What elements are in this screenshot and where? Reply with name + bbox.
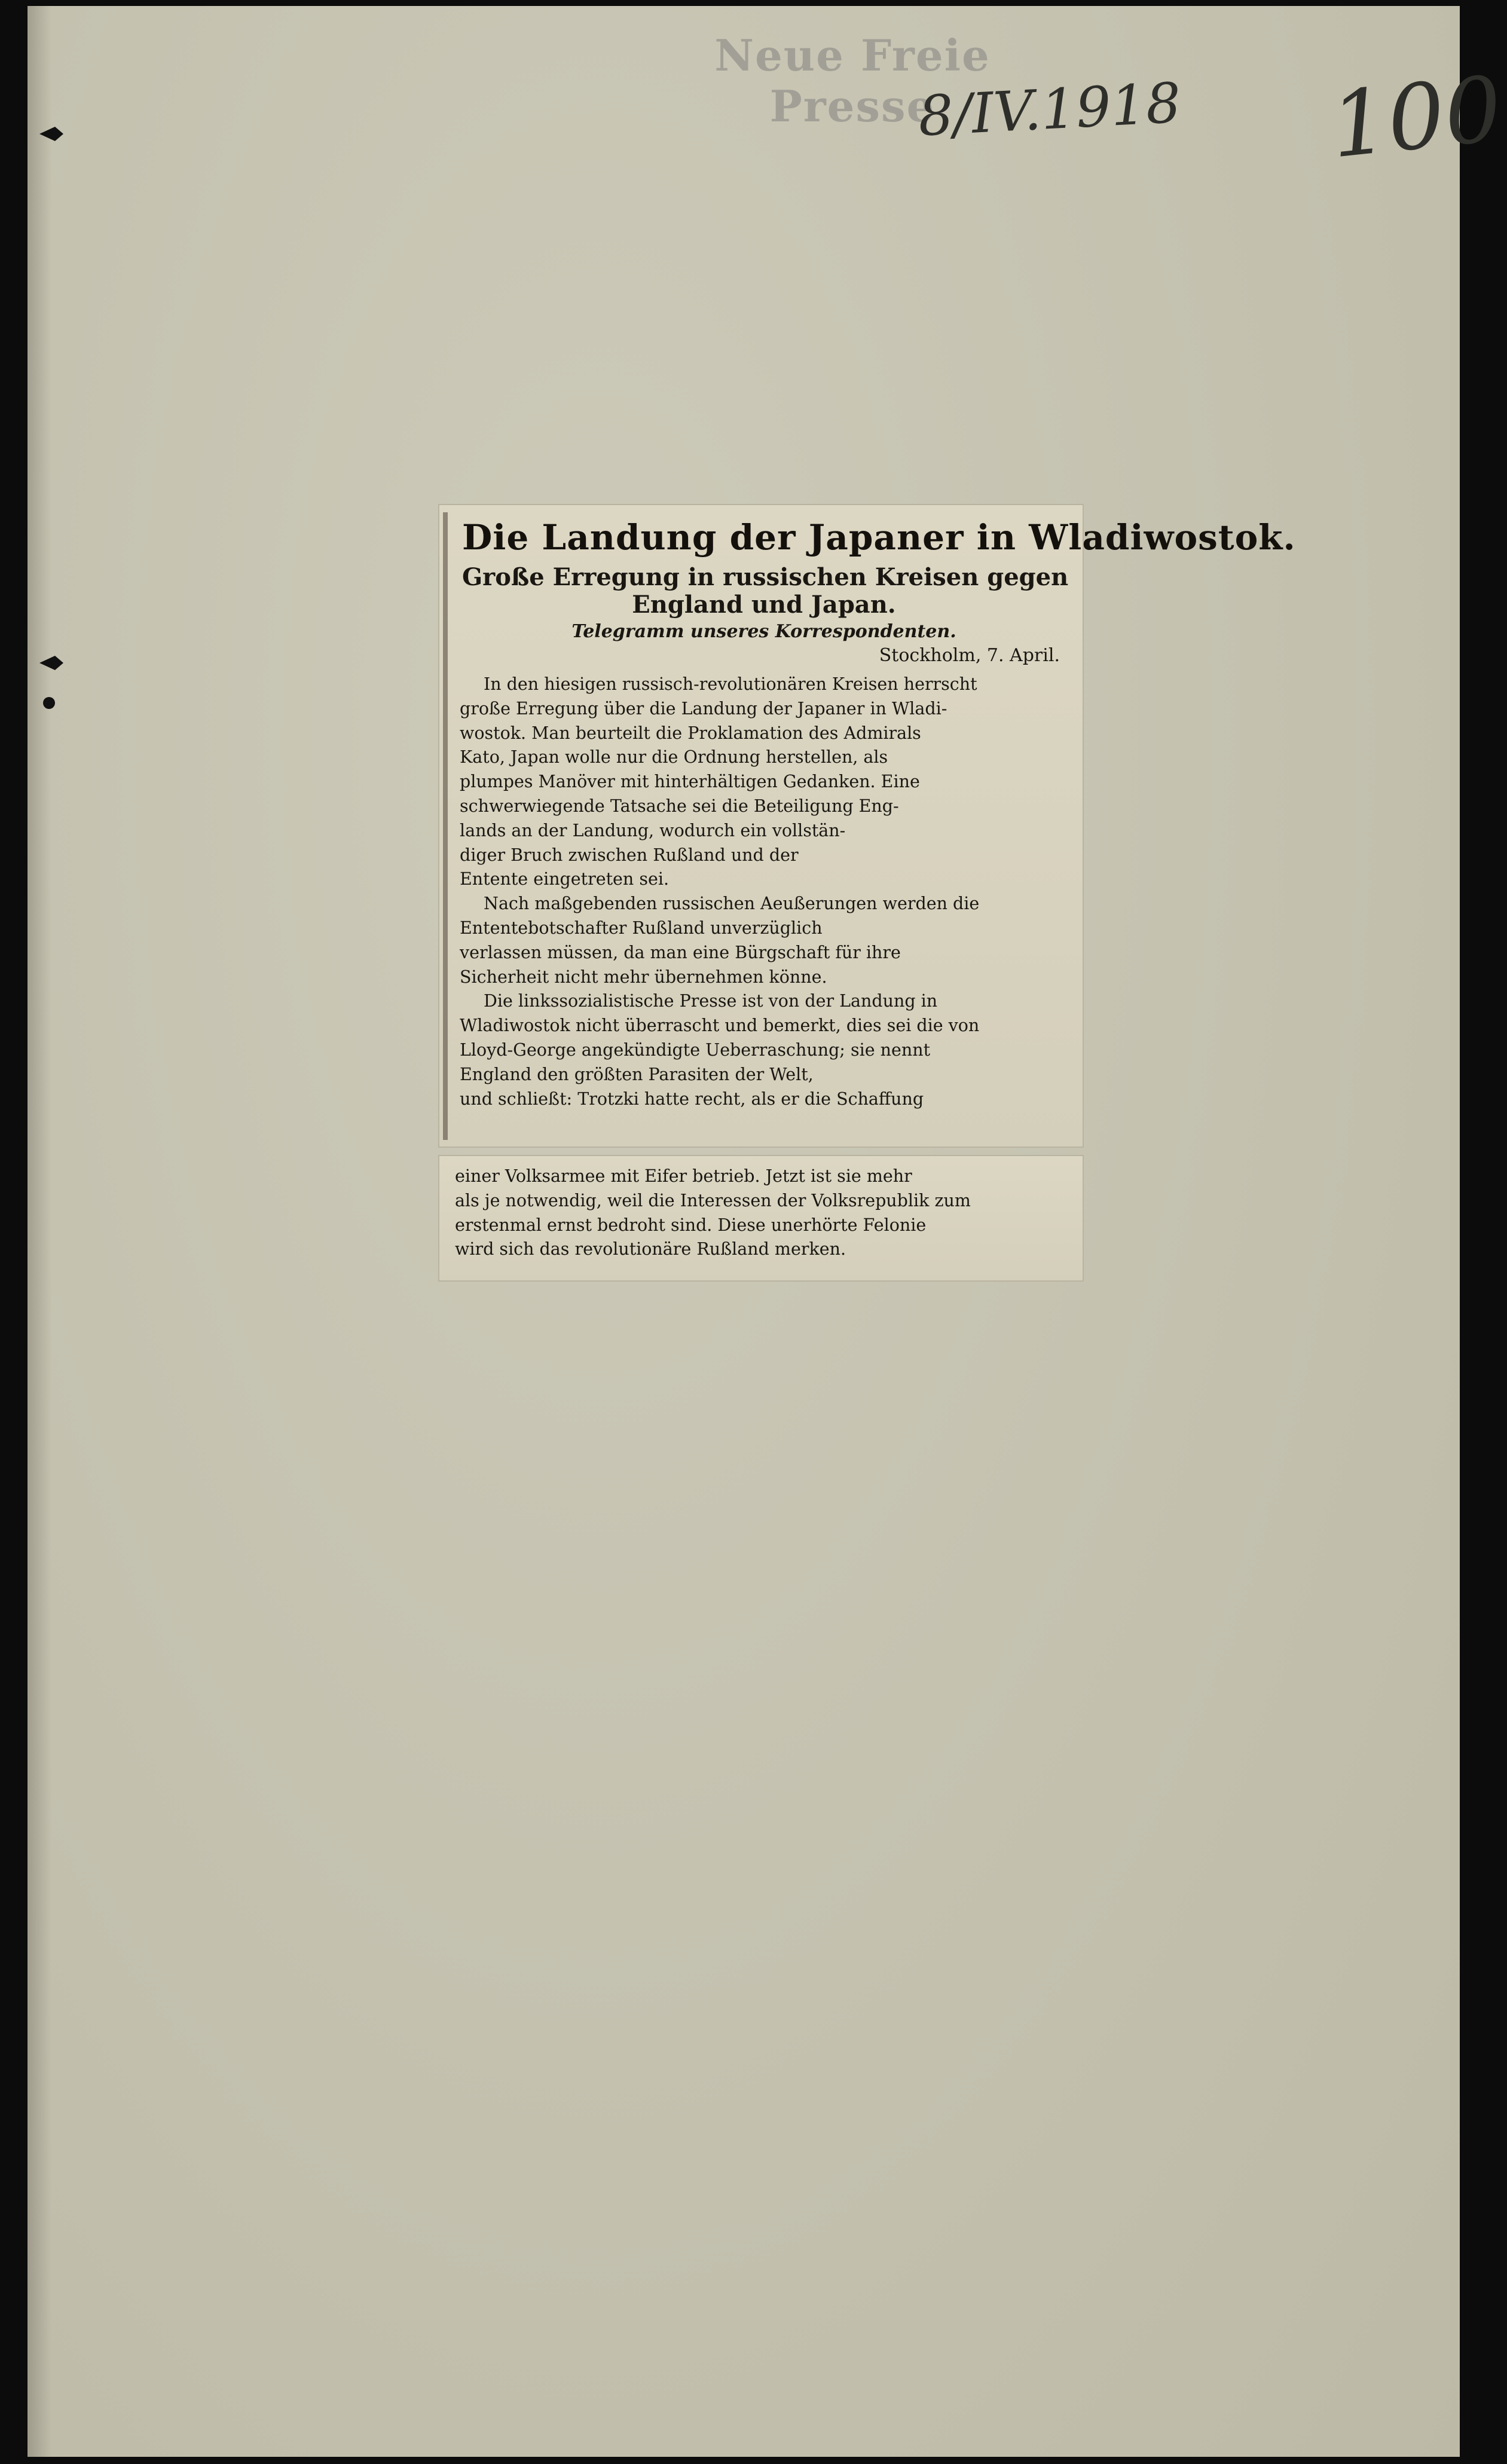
body-line: Wladiwostok nicht überrascht und bemerkt, dies sei die von bbox=[460, 1016, 980, 1036]
article-subhead bbox=[462, 563, 1069, 619]
body-line: wird sich das revolutionäre Rußland merken. bbox=[455, 1239, 846, 1259]
body-line: erstenmal ernst bedroht sind. Diese unerhörte Felonie bbox=[455, 1215, 927, 1235]
body-line: einer Volksarmee mit Eifer betrieb. Jetzt ist sie mehr bbox=[455, 1166, 912, 1186]
article-body bbox=[460, 672, 1069, 1111]
body-line: plumpes Manöver mit hinterhältigen Gedanken. Eine bbox=[460, 772, 920, 792]
binding-punch-icon bbox=[39, 126, 63, 142]
continuation-body bbox=[455, 1164, 1071, 1262]
body-line: schwerwiegende Tatsache sei die Beteiligung Eng- bbox=[460, 796, 899, 816]
handwritten-date: 8/IV.1918 bbox=[916, 71, 1183, 149]
body-line: Nach maßgebenden russischen Aeußerungen werden die bbox=[484, 894, 980, 914]
sheet-edge-shadow bbox=[27, 6, 51, 2457]
body-line: Die linkssozialistische Presse ist von der Landung in bbox=[484, 991, 938, 1011]
newspaper-stamp: Neue Freie Presse bbox=[714, 30, 991, 132]
binding-hole-icon bbox=[39, 695, 63, 711]
body-line: Kato, Japan wolle nur die Ordnung herstellen, als bbox=[460, 747, 888, 768]
body-line: wostok. Man beurteilt die Proklamation des Admirals bbox=[460, 723, 921, 743]
body-line: verlassen müssen, da man eine Bürgschaft für ihre bbox=[460, 942, 901, 962]
binding-punch-icon bbox=[39, 655, 63, 671]
clipping-edge-mark bbox=[443, 512, 448, 1140]
archive-sheet bbox=[27, 6, 1507, 2457]
newspaper-clipping bbox=[438, 504, 1296, 1148]
body-line: als je notwendig, weil die Interessen der Volksrepublik zum bbox=[455, 1190, 971, 1210]
body-line: große Erregung über die Landung der Japaner in Wladi- bbox=[460, 698, 947, 719]
newspaper-clipping-continuation bbox=[438, 1155, 1084, 1282]
article-byline: Telegramm unseres Korrespondenten. bbox=[571, 621, 956, 642]
handwritten-folio-number: 100 bbox=[1325, 57, 1507, 179]
subhead-line: Große Erregung in russischen Kreisen gegen bbox=[462, 563, 1069, 591]
body-line: diger Bruch zwischen Rußland und der bbox=[460, 845, 799, 865]
body-line: In den hiesigen russisch-revolutionären Kreisen herrscht bbox=[484, 674, 977, 694]
body-line: Lloyd-George angekündigte Ueberraschung; sie nennt bbox=[460, 1040, 931, 1060]
body-line: Entente eingetreten sei. bbox=[460, 869, 670, 889]
body-line: England den größten Parasiten der Welt, bbox=[460, 1064, 814, 1084]
body-line: und schließt: Trotzki hatte recht, als er die Schaffung bbox=[460, 1089, 924, 1109]
body-line: Ententebotschafter Rußland unverzüglich bbox=[460, 918, 823, 938]
article-dateline: Stockholm, 7. April. bbox=[879, 645, 1060, 666]
body-line: lands an der Landung, wodurch ein vollstän- bbox=[460, 820, 846, 840]
body-line: Sicherheit nicht mehr übernehmen könne. bbox=[460, 967, 827, 987]
article-headline: Die Landung der Japaner in Wladiwostok. bbox=[462, 517, 1296, 558]
subhead-line: England und Japan. bbox=[632, 591, 896, 619]
